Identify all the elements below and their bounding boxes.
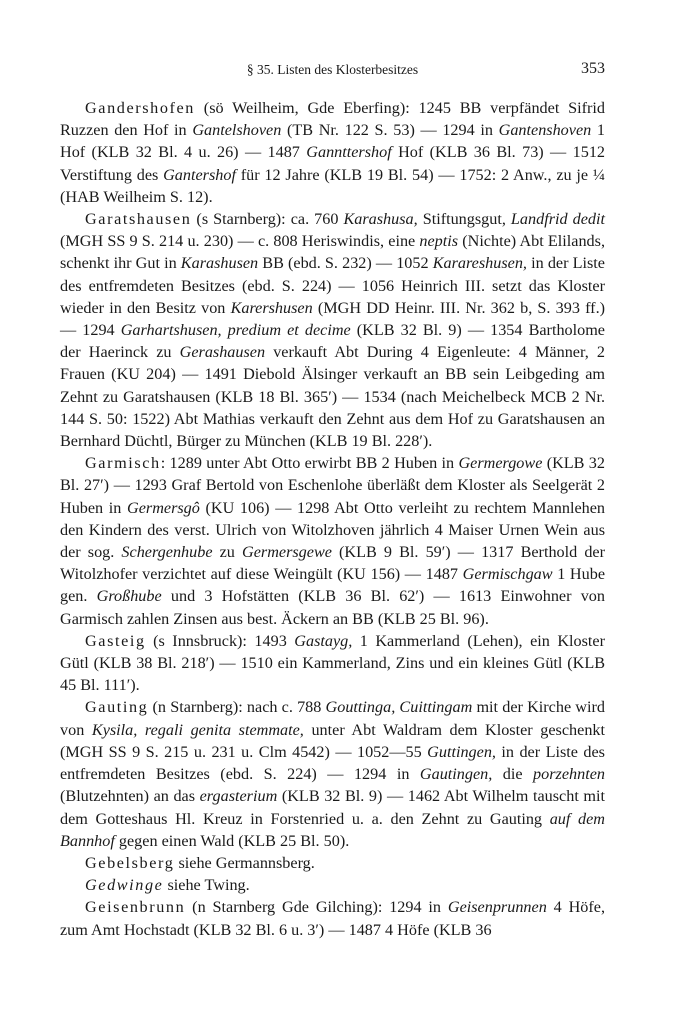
- entry-garatshausen: Garatshausen (s Starnberg): ca. 760 Karashusa, Stiftungsgut, Landfrid dedit (MGH SS 9 S. 214 u. 230) — c. 808 Heriswindis, eine neptis (Nichte) Abt Elilands, schenkt ihr Gut in Karashusen BB (ebd. S. 232) — 1052 Karareshusen, in der Liste des entfremdeten Besitzes (ebd. S. 224) — 1056 Heinrich III. setzt das Kloster wieder in den Besitz von Karershusen (MGH DD Heinr. III. Nr. 362 b, S. 393 ff.) — 1294 Garhartshusen, predium et decime (KLB 32 Bl. 9) — 1354 Bartholome der Haerinck zu Gerashausen verkauft Abt During 4 Eigenleute: 4 Männer, 2 Frauen (KU 204) — 1491 Diebold Älsinger verkauft an BB sein Leibgeding am Zehnt zu Garatshausen (KLB 18 Bl. 365′) — 1534 (nach Meichelbeck MCB 2 Nr. 144 S. 50: 1522) Abt Mathias verkauft den Zehnt aus dem Hof zu Garatshausen an Bernhard Düchtl, Bürger zu München (KLB 19 Bl. 228′).: [60, 210, 606, 451]
- entry-gasteig: Gasteig (s Innsbruck): 1493 Gastayg, 1 Kammerland (Lehen), ein Kloster Gütl (KLB 38 Bl. 218′) — 1510 ein Kammerland, Zins und ein kleines Gütl (KLB 45 Bl. 111′).: [60, 631, 605, 695]
- running-title: § 35. Listen des Klosterbesitzes: [246, 62, 419, 77]
- entry-gauting: Gauting (n Starnberg): nach c. 788 Gouttinga, Cuittingam mit der Kirche wird von Kysila, regali genita stemmate, unter Abt Waldram dem Kloster geschenkt (MGH SS 9 S. 215 u. 231 u. Clm 4542) — 1052—55 Guttingen, in der Liste des entfremdeten Besitzes (ebd. S. 224) — 1294 in Gautingen, die porzehnten (Blutzehnten) an das ergasterium (KLB 32 Bl. 9) — 1462 Abt Wilhelm tauscht mit dem Gotteshaus Hl. Kreuz in Forstenried u. a. den Zehnt zu Gauting auf dem Bannhof gegen einen Wald (KLB 25 Bl. 50).: [60, 698, 606, 850]
- entry-gedwinge: Gedwinge siehe Twing.: [85, 876, 250, 895]
- running-header: [60, 60, 605, 84]
- entry-gandershofen: Gandershofen (sö Weilheim, Gde Eberfing): 1245 BB verpfändet Sifrid Ruzzen den Hof in Gantelshoven (TB Nr. 122 S. 53) — 1294 in Gantenshoven 1 Hof (KLB 32 Bl. 4 u. 26) — 1487 Gannttershof Hof (KLB 36 Bl. 73) — 1512 Verstiftung des Gantershof für 12 Jahre (KLB 19 Bl. 54) — 1752: 2 Anw., zu je ¼ (HAB Weilheim S. 12).: [60, 99, 606, 206]
- entry-gebelsberg: Gebelsberg siehe Germannsberg.: [85, 853, 315, 872]
- entry-geisenbrunn: Geisenbrunn (n Starnberg Gde Gilching): 1294 in Geisenprunnen 4 Höfe, zum Amt Hochstadt (KLB 32 Bl. 6 u. 3′) — 1487 4 Höfe (KLB 36: [60, 898, 605, 939]
- page-body: [60, 97, 605, 941]
- entry-garmisch: Garmisch: 1289 unter Abt Otto erwirbt BB 2 Huben in Germergowe (KLB 32 Bl. 27′) — 1293 Graf Bertold von Eschenlohe überläßt dem Kloster als Seelgerät 2 Huben in Germersgô (KU 106) — 1298 Abt Otto verleiht zu rechtem Mannlehen den Kindern des verst. Ulrich von Witolzhoven jährlich 4 Maiser Urnen Wein aus der sog. Schergenhube zu Germersgewe (KLB 9 Bl. 59′) — 1317 Berthold der Witolzhofer verzichtet auf diese Weingült (KU 156) — 1487 Germischgaw 1 Hube gen. Großhube und 3 Hofstätten (KLB 36 Bl. 62′) — 1613 Einwohner von Garmisch zahlen Zinsen aus best. Äckern an BB (KLB 25 Bl. 96).: [60, 454, 606, 628]
- page-number: 353: [581, 60, 605, 77]
